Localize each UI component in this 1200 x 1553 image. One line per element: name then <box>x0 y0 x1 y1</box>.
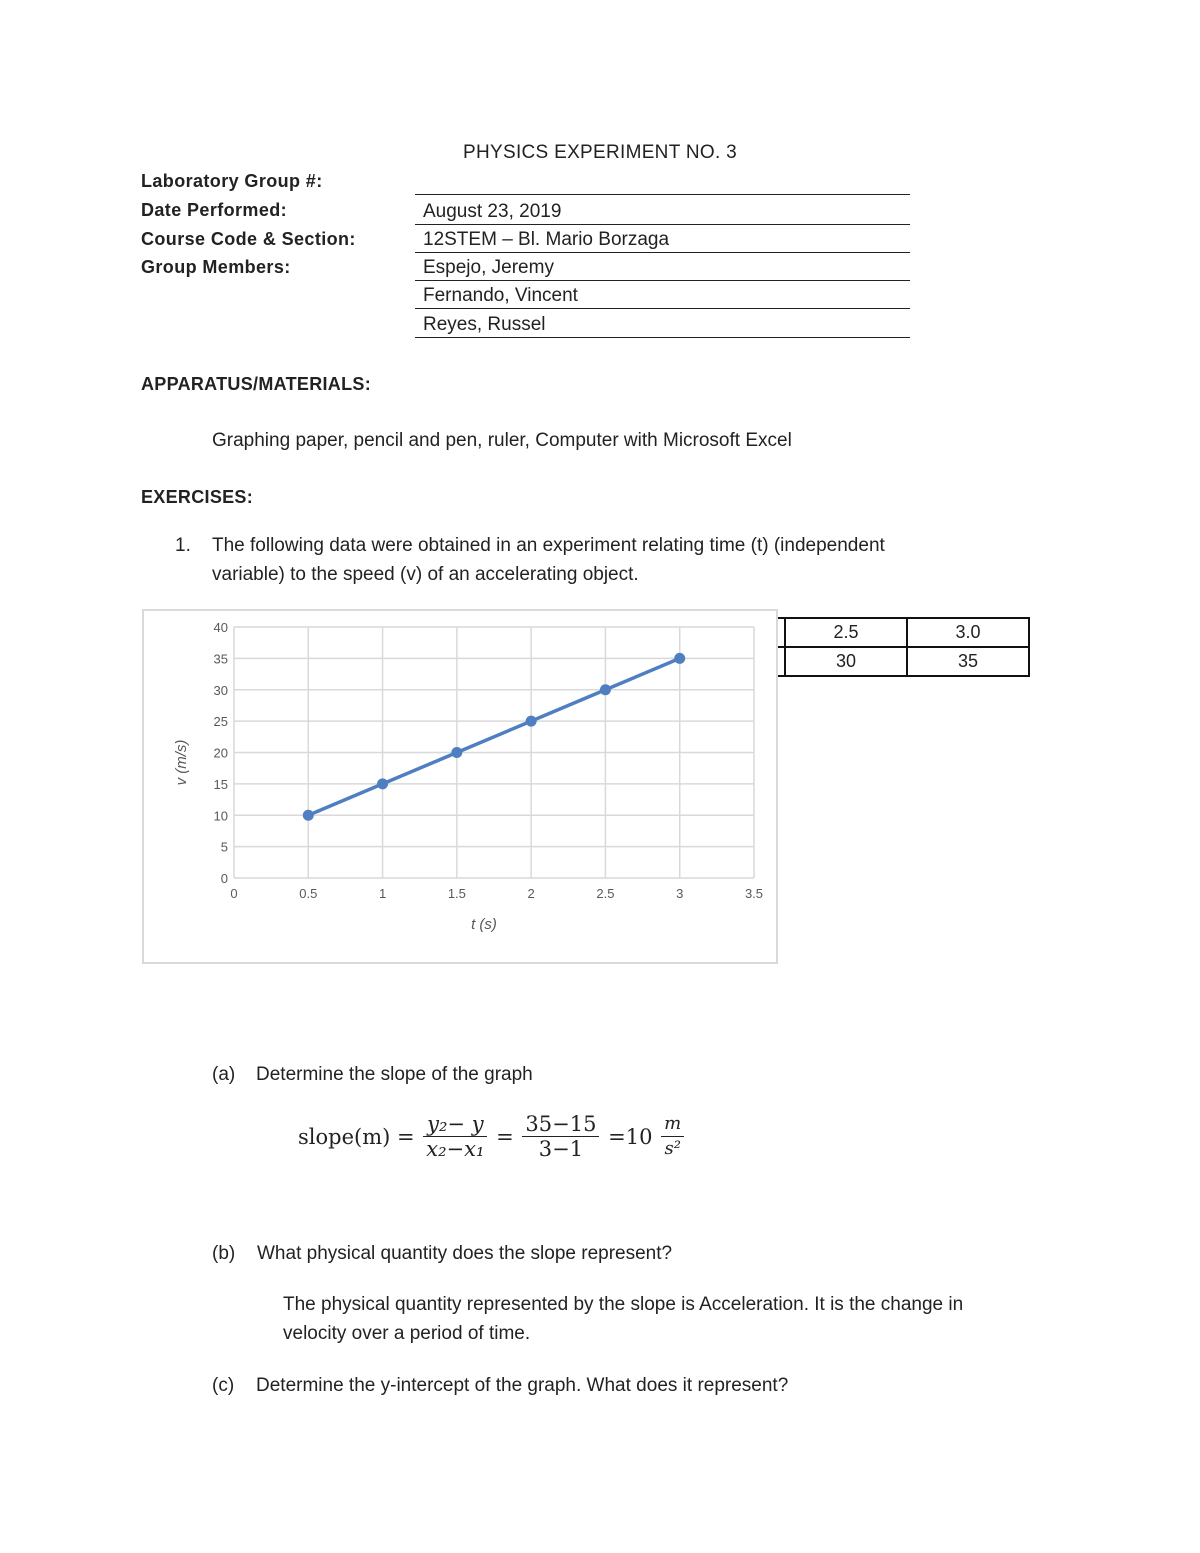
label-lab-group: Laboratory Group #: <box>141 171 323 191</box>
x-tick-label: 3.5 <box>744 886 764 901</box>
formula-den1: x₂−x₁ <box>426 1137 485 1161</box>
question-c-label: (c) <box>212 1375 235 1396</box>
table-cell: 2.5 <box>785 618 907 647</box>
data-table <box>776 617 1030 677</box>
y-tick-label: 20 <box>213 745 228 761</box>
item1-line1: The following data were obtained in an experiment relating time (t) (independent <box>212 535 885 556</box>
data-point <box>600 684 611 695</box>
question-a-text: Determine the slope of the graph <box>256 1064 533 1085</box>
apparatus-heading: APPARATUS/MATERIALS: <box>141 374 371 394</box>
speed-time-chart <box>144 611 776 962</box>
table-row <box>776 618 1029 647</box>
table-row <box>776 647 1029 676</box>
answer-b-line2: velocity over a period of time. <box>283 1323 531 1344</box>
field-date-performed: August 23, 2019 <box>415 198 910 225</box>
question-a-label: (a) <box>212 1064 236 1085</box>
y-tick-label: 30 <box>213 682 228 698</box>
slope-formula: slope(m) = $\frac{\text{y₂− y}}{\text{x₂−x₁}}$ = $\frac{35-15}{3-1}$ =10 $\frac{m}{\text{s²}}$ <box>298 1112 686 1161</box>
formula-num1: y₂− y <box>423 1112 487 1137</box>
data-point <box>377 778 388 789</box>
label-date-performed: Date Performed: <box>141 200 288 220</box>
label-group-members: Group Members: <box>141 257 291 277</box>
y-tick-label: 5 <box>220 839 228 855</box>
x-tick-label: 1 <box>378 886 387 901</box>
y-tick-label: 10 <box>213 808 228 824</box>
formula-den2: 3−1 <box>538 1137 584 1161</box>
formula-unit-num: m <box>661 1112 684 1137</box>
field-lab-group <box>415 168 910 195</box>
x-tick-label: 3 <box>676 886 684 901</box>
y-tick-label: 15 <box>213 776 228 792</box>
data-point <box>451 747 462 758</box>
item1-line2: variable) to the speed (v) of an accelerating object. <box>212 564 639 585</box>
y-tick-label: 0 <box>220 871 228 886</box>
x-axis-title: t (s) <box>471 916 497 933</box>
label-course-section: Course Code & Section: <box>141 229 356 249</box>
x-tick-label: 0.5 <box>299 886 318 901</box>
exercises-heading: EXERCISES: <box>141 487 254 507</box>
y-axis-title: v (m/s) <box>173 739 190 786</box>
field-course-section: 12STEM – Bl. Mario Borzaga <box>415 226 910 253</box>
table-cell: 30 <box>785 647 907 676</box>
x-tick-label: 2.5 <box>596 886 615 901</box>
data-point <box>526 716 537 727</box>
field-member-3: Reyes, Russel <box>415 311 910 338</box>
series-line <box>308 658 679 815</box>
data-point <box>674 653 685 664</box>
y-tick-label: 25 <box>213 714 228 730</box>
field-member-1: Espejo, Jeremy <box>415 254 910 281</box>
x-tick-label: 2 <box>527 886 535 901</box>
answer-b-line1: The physical quantity represented by the slope is Acceleration. It is the change in <box>283 1294 964 1315</box>
item-number: 1. <box>175 535 191 556</box>
x-tick-label: 0 <box>230 886 238 901</box>
table-cell: 3.0 <box>907 618 1029 647</box>
page-title: PHYSICS EXPERIMENT NO. 3 <box>463 142 737 163</box>
field-member-2: Fernando, Vincent <box>415 282 910 309</box>
formula-lhs: slope(m) <box>298 1124 391 1149</box>
question-c-text: Determine the y-intercept of the graph. What does it represent? <box>256 1375 789 1396</box>
apparatus-text: Graphing paper, pencil and pen, ruler, Computer with Microsoft Excel <box>212 430 792 451</box>
x-tick-label: 1.5 <box>447 886 466 901</box>
data-point <box>303 810 314 821</box>
formula-result: 10 <box>625 1124 653 1149</box>
chart-container <box>142 609 778 964</box>
table-cell: 35 <box>907 647 1029 676</box>
question-b-text: What physical quantity does the slope represent? <box>257 1243 673 1264</box>
y-tick-label: 35 <box>213 651 228 667</box>
formula-unit-den: s² <box>664 1138 681 1159</box>
y-tick-label: 40 <box>213 620 228 635</box>
formula-num2: 35−15 <box>522 1112 599 1137</box>
question-b-label: (b) <box>212 1243 236 1264</box>
